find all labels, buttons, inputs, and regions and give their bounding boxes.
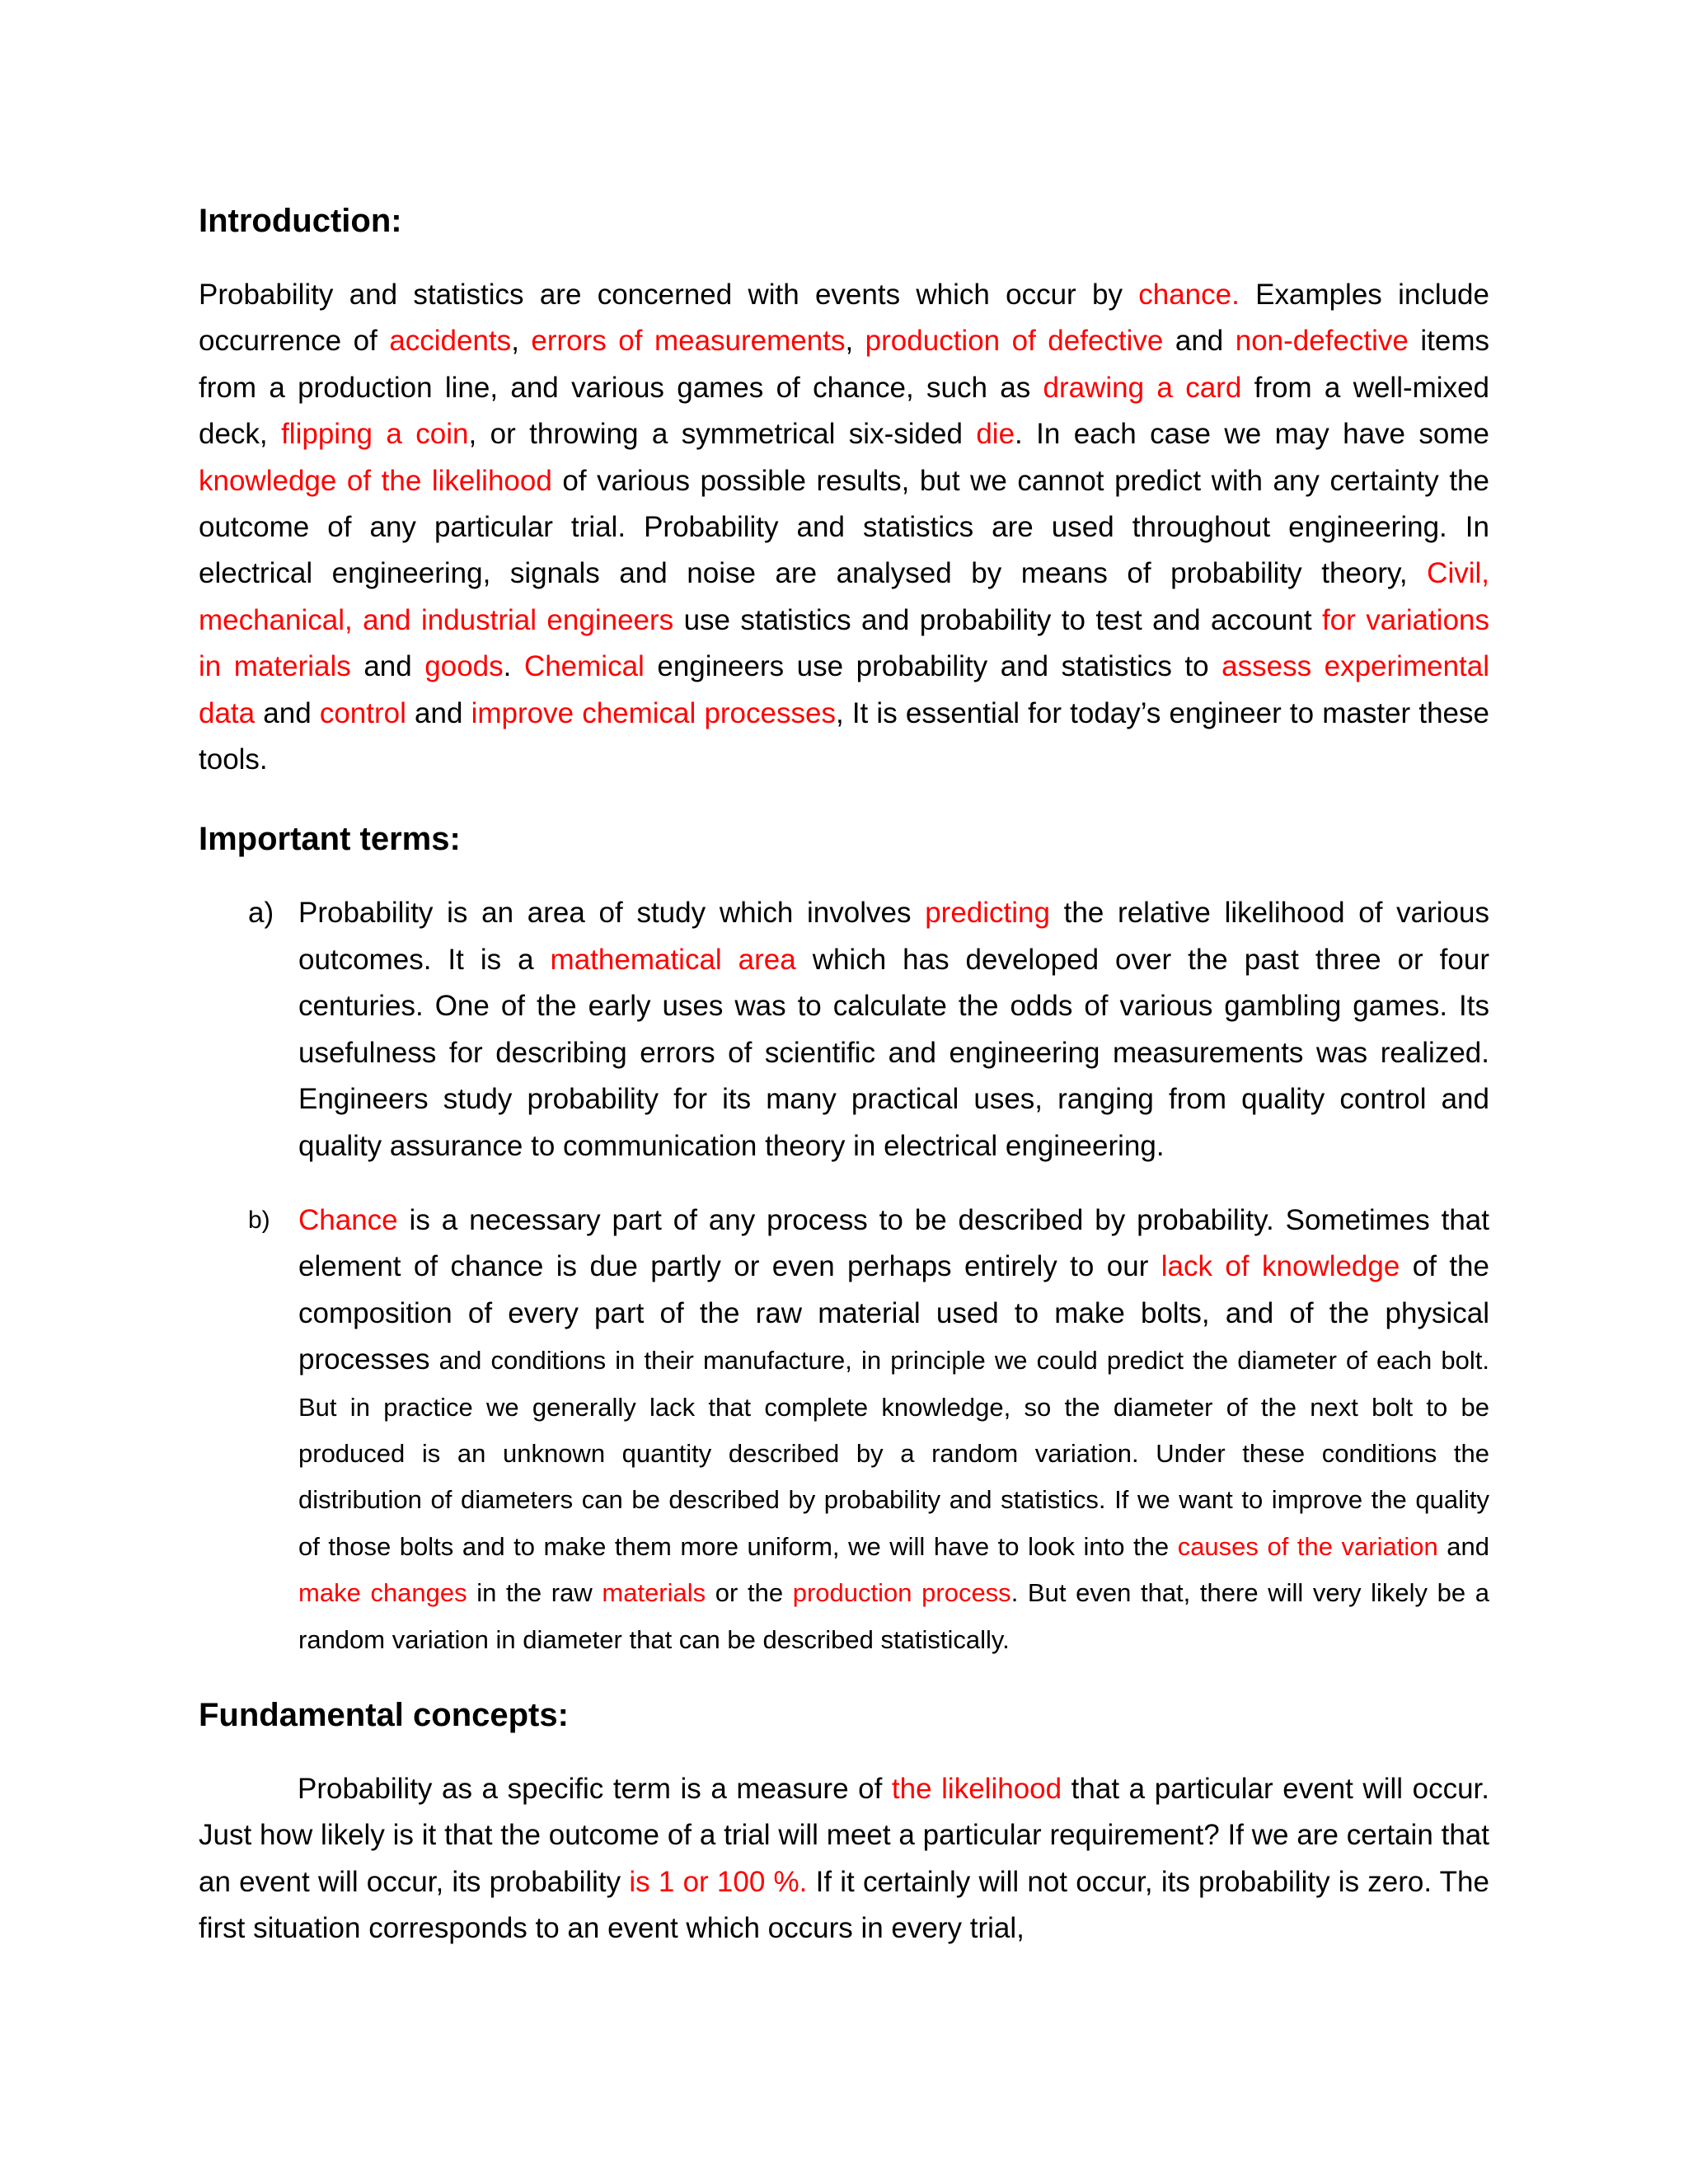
text-segment: , It is essential for today’s engineer to master these tools. bbox=[199, 696, 1489, 776]
text-segment: , bbox=[845, 325, 865, 358]
text-segment: that a particular event will occur. Just how likely is it that the outcome of a trial will meet a particular requirement? If we are certain that an event will occur, its probability bbox=[199, 1772, 1489, 1898]
highlighted-text: lack of knowledge bbox=[1160, 1250, 1400, 1283]
text-segment: and bbox=[1163, 325, 1236, 358]
highlighted-text: predicting bbox=[925, 897, 1050, 930]
highlighted-text: improve chemical processes bbox=[471, 696, 836, 729]
term-a-paragraph bbox=[298, 890, 1489, 1169]
highlighted-text: Chance bbox=[298, 1203, 398, 1236]
highlighted-text: Chemical bbox=[523, 650, 645, 683]
fundamental-concepts-heading: Fundamental concepts: bbox=[199, 1696, 569, 1733]
introduction-heading: Introduction: bbox=[199, 203, 402, 239]
text-segment: which has developed over the past three or four centuries. One of the early uses was to calculate the odds of various gambling games. Its usefulness for describing errors of scientific and engineering measurements was realized. Engineers study probability for its many practical uses, ranging from quality control and quality assurance to communication theory in electrical engineering. bbox=[298, 943, 1489, 1162]
highlighted-text: Civil, mechanical, and industrial engineers bbox=[199, 557, 1489, 636]
term-item-a bbox=[199, 890, 1489, 1169]
text-segment: and conditions in their manufacture, in principle we could predict the diameter of each bolt. But in practice we generally lack that complete knowledge, so the diameter of the next bolt to be produced is an unknown quantity described by a random variation. Under these conditions the distribution of diameters can be described by probability and statistics. If we want to improve the quality of those bolts and to make them more uniform, we will have to look into the bbox=[298, 1346, 1489, 1561]
highlighted-text: materials bbox=[602, 1578, 706, 1608]
term-item-b bbox=[199, 1197, 1489, 1662]
term-b-paragraph bbox=[298, 1197, 1489, 1662]
text-segment: engineers use probability and statistics to bbox=[644, 650, 1222, 683]
highlighted-text: flipping a coin bbox=[281, 418, 469, 451]
important-terms-heading: Important terms: bbox=[199, 821, 461, 858]
text-segment: use statistics and probability to test and account bbox=[673, 603, 1322, 636]
highlighted-text: knowledge of the likelihood bbox=[199, 464, 552, 497]
text-segment: . But even that, there will very likely be a random variation in diameter that can be described statistically. bbox=[298, 1578, 1490, 1654]
text-segment: Probability as a specific term is a measure of bbox=[298, 1772, 892, 1805]
text-segment: Examples include occurrence of bbox=[199, 279, 1489, 358]
text-segment: Probability is an area of study which involves bbox=[298, 897, 926, 930]
highlighted-text: mathematical area bbox=[550, 943, 796, 976]
text-segment: from a well-mixed deck, bbox=[199, 371, 1489, 451]
text-segment: , or throwing a symmetrical six-sided bbox=[468, 418, 977, 451]
highlighted-text: non-defective bbox=[1235, 325, 1409, 358]
highlighted-text: goods bbox=[424, 650, 504, 683]
text-segment: If it certainly will not occur, its probability is zero. The first situation corresponds to an event which occurs in every trial, bbox=[199, 1865, 1489, 1945]
text-segment: , bbox=[511, 325, 532, 358]
highlighted-text: accidents bbox=[389, 325, 512, 358]
text-segment: of various possible results, but we cannot predict with any certainty the outcome of any particular trial. Probability and statistics are used throughout engineering. In electrical engineering, signals and noise are analysed by means of probability theory, bbox=[199, 464, 1489, 590]
highlighted-text: make changes bbox=[298, 1578, 467, 1608]
fundamental-concepts-paragraph bbox=[199, 1766, 1489, 1952]
text-segment: in the raw bbox=[467, 1578, 603, 1608]
highlighted-text: drawing a card bbox=[1043, 371, 1242, 404]
highlighted-text: production process bbox=[792, 1578, 1011, 1608]
introduction-paragraph bbox=[199, 272, 1489, 783]
highlighted-text: errors of measurements bbox=[531, 325, 846, 358]
text-segment: and bbox=[406, 696, 471, 729]
text-segment: and bbox=[255, 696, 320, 729]
highlighted-text: assess experimental data bbox=[199, 650, 1489, 729]
highlighted-text: for variations in materials bbox=[199, 603, 1489, 683]
text-segment: is a necessary part of any process to be described by probability. Sometimes that element of chance is due partly or even perhaps entirely to our bbox=[298, 1203, 1489, 1283]
text-segment: . In each case we may have some bbox=[1015, 418, 1489, 451]
highlighted-text: is 1 or 100 %. bbox=[629, 1865, 808, 1898]
highlighted-text: production of defective bbox=[865, 325, 1164, 358]
text-segment: of the composition of every part of the raw material used to make bolts, and of the physical processes bbox=[298, 1250, 1489, 1376]
text-segment: items from a production line, and various games of chance, such as bbox=[199, 325, 1489, 404]
text-segment: or the bbox=[706, 1578, 793, 1608]
highlighted-text: die bbox=[976, 418, 1015, 451]
highlighted-text: chance. bbox=[1138, 279, 1240, 311]
text-segment: and bbox=[350, 650, 425, 683]
text-segment: Probability and statistics are concerned with events which occur by bbox=[199, 279, 1139, 311]
list-marker-a: a) bbox=[248, 897, 274, 930]
highlighted-text: the likelihood bbox=[891, 1772, 1062, 1805]
highlighted-text: causes of the variation bbox=[1177, 1531, 1438, 1561]
list-marker-b: b) bbox=[248, 1206, 270, 1234]
term-b-text-small bbox=[298, 1346, 1489, 1653]
highlighted-text: control bbox=[319, 696, 406, 729]
text-segment: . bbox=[503, 650, 524, 683]
text-segment: the relative likelihood of various outcomes. It is a bbox=[298, 897, 1489, 976]
text-segment: and bbox=[1437, 1531, 1489, 1561]
